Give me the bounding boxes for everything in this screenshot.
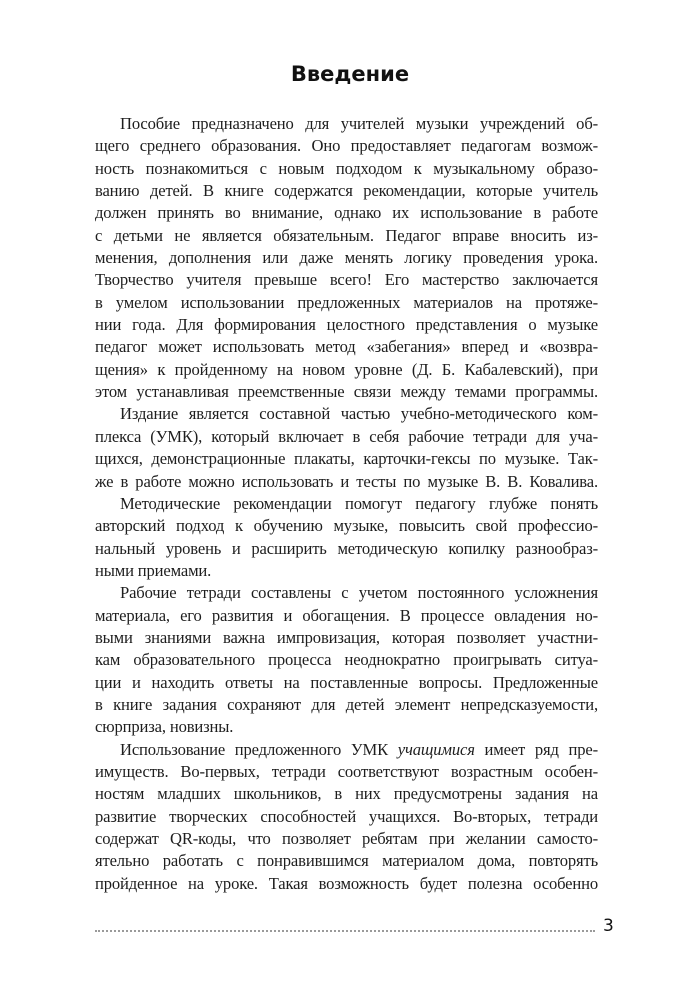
emphasis-text: учащимися xyxy=(397,739,475,759)
paragraph xyxy=(95,493,598,582)
text-line: нальный уровень и расширить методическую копилку разнообраз- xyxy=(95,538,598,558)
text-line: материала, его развития и обогащения. В процессе овладения но- xyxy=(95,605,598,625)
text-line: плекса (УМК), который включает в себя рабочие тетради для уча- xyxy=(95,426,598,446)
text-line: имуществ. Во-первых, тетради соответствуют возрастным особен- xyxy=(95,761,598,781)
text-line: ность познакомиться с новым подходом к музыкальному образо- xyxy=(95,158,598,178)
text-line: авторский подход к обучению музыке, повысить свой профессио- xyxy=(95,516,598,536)
text-line: же в работе можно использовать и тесты по музыке В. В. Ковалива. xyxy=(95,471,598,491)
text-line: ции и находить ответы на поставленные вопросы. Предложенные xyxy=(95,672,598,692)
body-text xyxy=(95,113,598,895)
text-line: ятельно работать с понравившимся материалом дома, повторять xyxy=(95,851,598,871)
paragraph xyxy=(95,113,598,403)
text-line: щего среднего образования. Оно предоставляет педагогам возмож- xyxy=(95,136,598,156)
paragraph xyxy=(95,582,598,738)
paragraph xyxy=(95,739,598,895)
page-title: Введение xyxy=(290,62,410,86)
page-number: 3 xyxy=(603,916,614,936)
text-line: содержат QR-коды, что позволяет ребятам при желании самосто- xyxy=(95,829,598,848)
text-segment: Использование предложенного УМК xyxy=(120,739,398,759)
text-line: нии года. Для формирования целостного представления о музыке xyxy=(95,315,598,335)
text-line: развитие творческих способностей учащихся. Во-вторых, тетради xyxy=(95,806,598,826)
text-line: ванию детей. В книге содержатся рекомендации, которые учитель xyxy=(95,181,598,201)
text-line: педагог может использовать метод «забегания» вперед и «возвра- xyxy=(95,337,598,357)
text-line: ными приемами. xyxy=(95,560,212,580)
text-line: Рабочие тетради составлены с учетом постоянного усложнения xyxy=(120,583,598,603)
text-line: пройденное на уроке. Такая возможность будет полезна особенно xyxy=(95,873,598,893)
text-line: Методические рекомендации помогут педагогу глубже понять xyxy=(120,493,598,513)
text-line: кам образовательного процесса неоднократно проигрывать ситуа- xyxy=(95,650,598,670)
text-line: в книге задания сохраняют для детей элемент непредсказуемости, xyxy=(95,694,598,714)
text-segment: имеет ряд пре- xyxy=(474,739,598,759)
text-line: этом устанавливая преемственные связи между темами программы. xyxy=(95,382,598,402)
text-line: менения, дополнения или даже менять логику проведения урока. xyxy=(95,248,598,268)
paragraph xyxy=(95,403,598,492)
text-line: должен принять во внимание, однако их использование в работе xyxy=(95,203,598,223)
text-line xyxy=(95,739,598,761)
text-line: Издание является составной частью учебно-методического ком- xyxy=(120,404,598,424)
text-line: щихся, демонстрационные плакаты, карточки-гексы по музыке. Так- xyxy=(95,449,598,469)
text-line: с детьми не является обязательным. Педагог вправе вносить из- xyxy=(95,225,598,245)
text-line: щения» к пройденному на новом уровне (Д. Б. Кабалевский), при xyxy=(95,359,598,379)
text-line: Пособие предназначено для учителей музыки учреждений об- xyxy=(120,114,598,133)
footer-dotted-rule xyxy=(95,930,595,932)
text-line: сюрприза, новизны. xyxy=(95,717,234,737)
text-line: в умелом использовании предложенных материалов на протяже- xyxy=(95,292,598,312)
text-line: ностям младших школьников, в них предусмотрены задания на xyxy=(95,784,598,804)
text-line: Творчество учителя превыше всего! Его мастерство заключается xyxy=(95,270,598,290)
text-line: выми знаниями важна импровизация, которая позволяет участни- xyxy=(95,627,598,647)
